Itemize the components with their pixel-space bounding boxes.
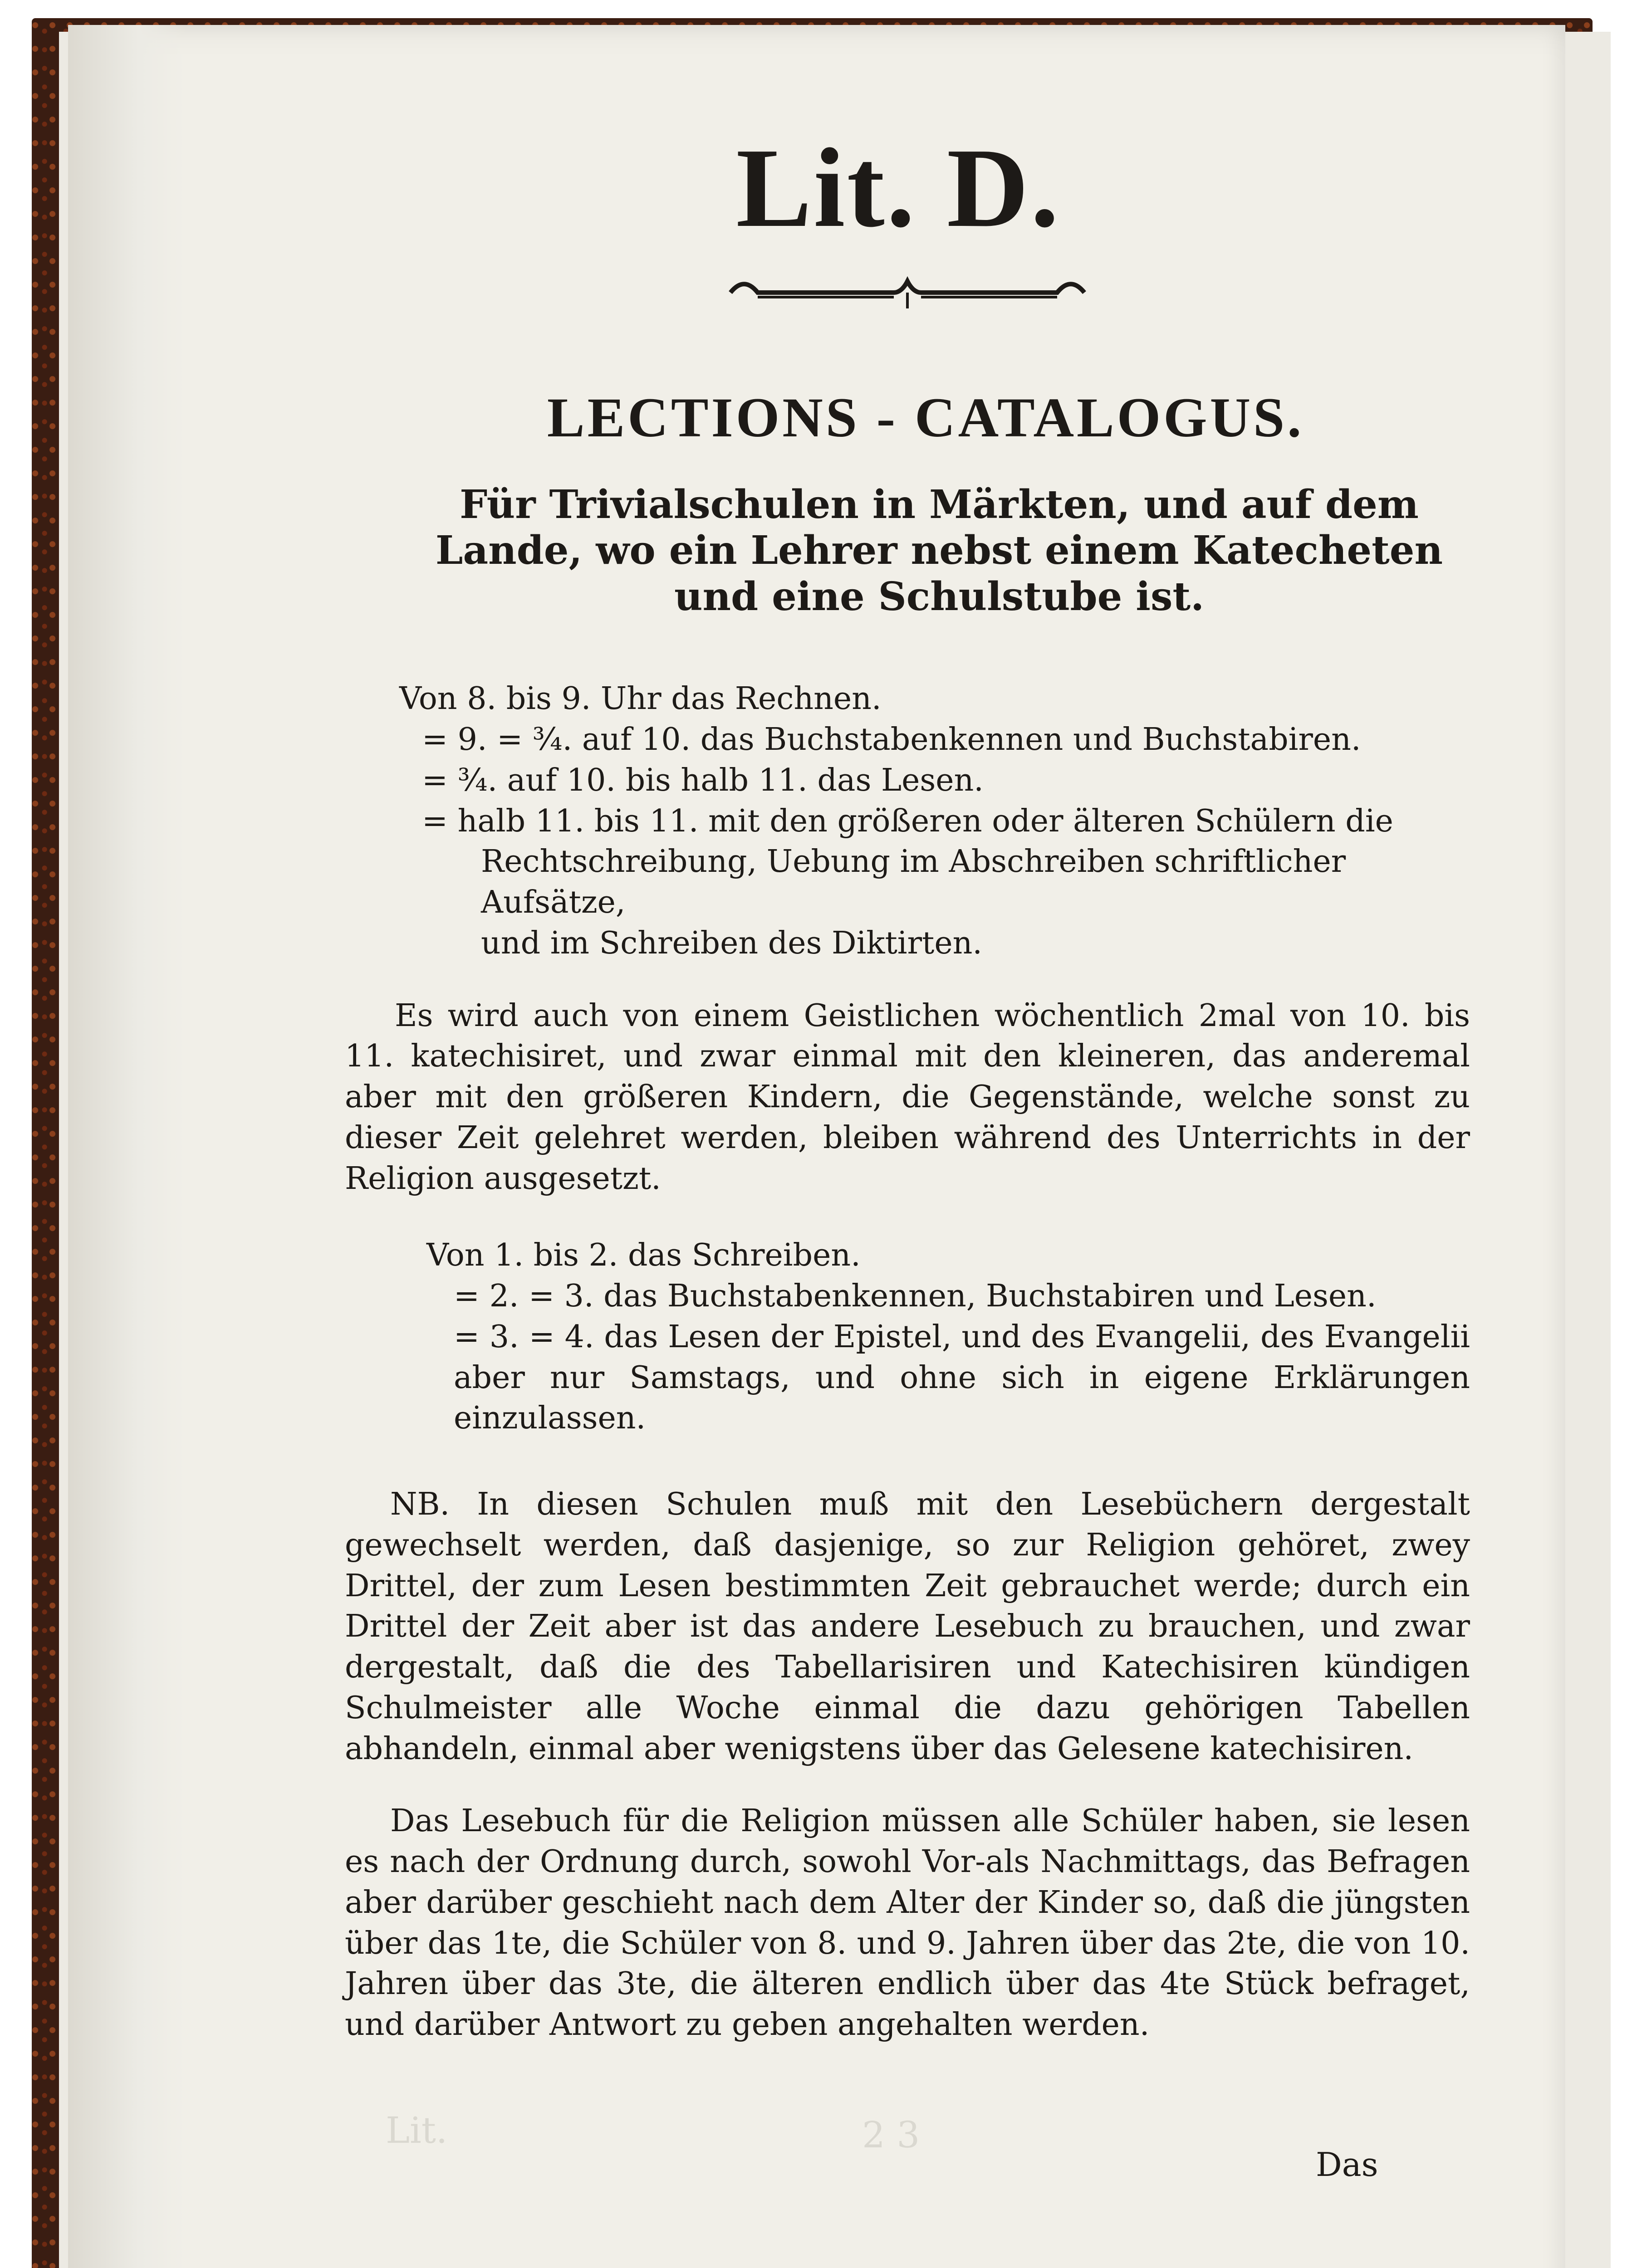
bleed-through-text: Lit. (386, 2109, 448, 2151)
page-heading: Lit. D. (736, 125, 1061, 251)
catalog-title: LECTIONS - CATALOGUS. (547, 386, 1304, 449)
religion-reader-paragraph: Das Lesebuch für die Religion müssen alle Schüler haben, sie lesen es nach der Ordnung durch, sowohl Vor-als Nachmittags, das Befragen aber darüber geschieht nach dem Alter der Kinder so, daß die jüngsten über das 1te, die Schüler von 8. und 9. Jahren über das 2te, die von 10. Jahren über das 3te, die älteren endlich über das 4te Stück befraget, und darüber Antwort zu geben angehalten werden. (345, 1803, 1470, 2043)
schedule-line: und im Schreiben des Diktirten. (481, 925, 983, 961)
catchword: Das (1316, 2146, 1378, 2184)
bleed-through-page-number: 2 3 (862, 2114, 920, 2156)
schedule-line: Von 8. bis 9. Uhr das Rechnen. (399, 681, 882, 717)
ornament-divider-icon (721, 272, 1093, 313)
schedule-line: = halb 11. bis 11. mit den größeren oder älteren Schülern die (422, 803, 1393, 839)
nb-paragraph: NB. In diesen Schulen muß mit den Lesebüchern dergestalt gewechselt werden, daß dasjenige, so zur Religion gehöret, zwey Drittel, der zum Lesen bestimmten Zeit gebrauchet werde; durch ein Drittel der Zeit aber ist das andere Lesebuch zu brauchen, und zwar dergestalt, daß die des Tabellarisiren und Katechisiren kündigen Schulmeister alle Woche einmal die dazu gehörigen Tabellen abhandeln, einmal aber wenigstens über das Gelesene katechisiren. (345, 1486, 1470, 1767)
schedule-line: = 3. = 4. das Lesen der Epistel, und des Evangelii, des Evangelii aber nur Samstags, und ohne sich in eigene Erklärungen einzulassen. (454, 1319, 1470, 1437)
page-gutter (68, 25, 186, 2268)
schedule-line: Von 1. bis 2. das Schreiben. (426, 1237, 861, 1274)
catechism-paragraph: Es wird auch von einem Geistlichen wöchentlich 2mal von 10. bis 11. katechisiret, und zwar einmal mit den kleineren, das anderemal aber mit den größeren Kindern, die Gegenstände, welche sonst zu dieser Zeit gelehret werden, bleiben während des Unterrichts in der Religion ausgesetzt. (345, 997, 1470, 1197)
schedule-line: = 9. = ¾. auf 10. das Buchstabenkennen und Buchstabiren. (422, 722, 1361, 758)
schedule-line: = 2. = 3. das Buchstabenkennen, Buchstabiren und Lesen. (454, 1278, 1377, 1315)
page-content (345, 125, 1470, 2045)
schedule-line: = ¾. auf 10. bis halb 11. das Lesen. (422, 762, 984, 798)
morning-schedule (345, 679, 1470, 963)
subtitle: Für Trivialschulen in Märkten, und auf dem Lande, wo ein Lehrer nebst einem Katecheten und eine Schulstube ist. (435, 482, 1443, 620)
schedule-line: Rechtschreibung, Uebung im Abschreiben schriftlicher Aufsätze, (481, 844, 1346, 921)
afternoon-schedule (345, 1235, 1470, 1439)
